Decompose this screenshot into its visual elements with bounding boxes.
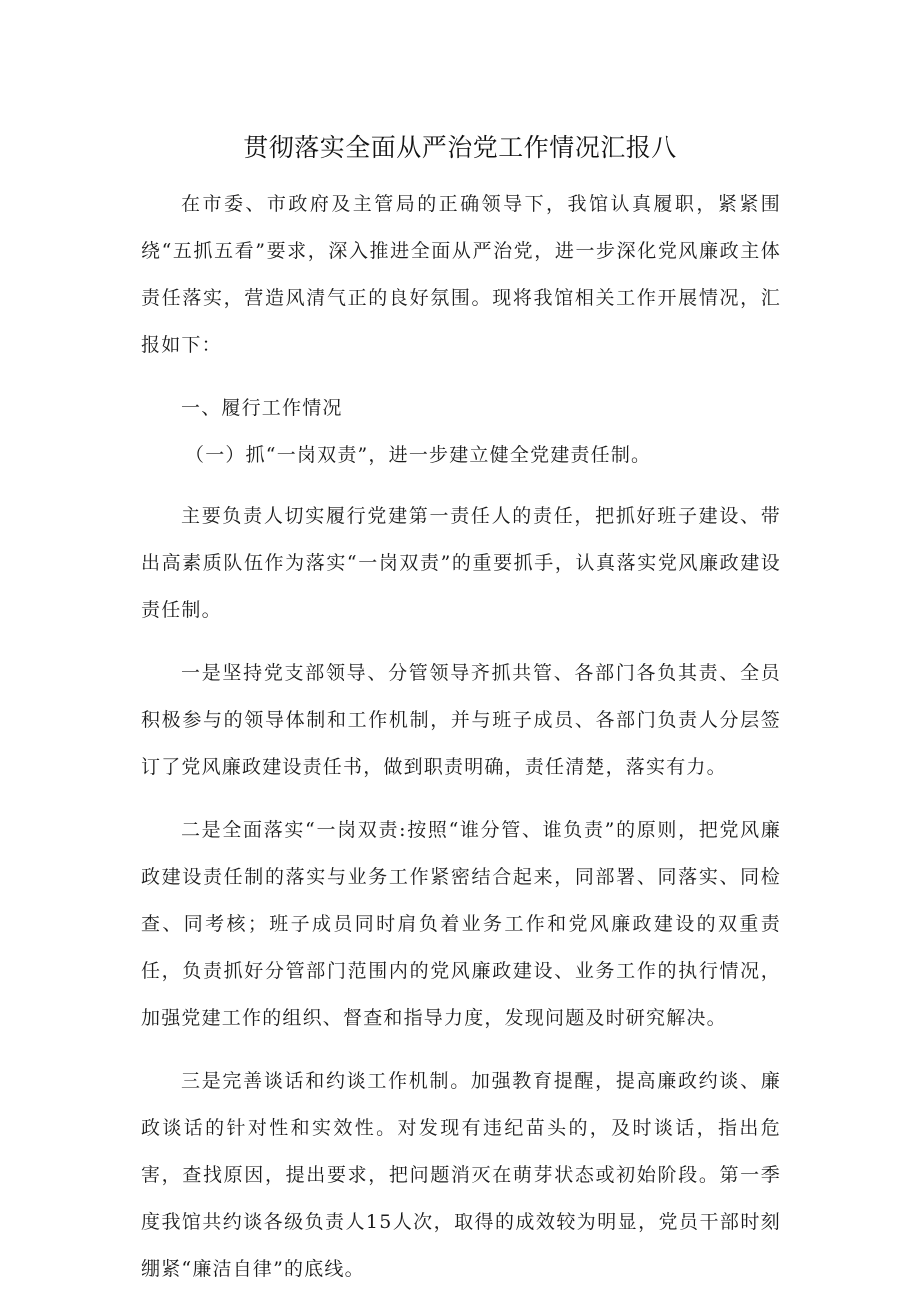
subsection-heading: （一）抓“一岗双责”，进一步建立健全党建责任制。: [185, 444, 652, 466]
body-paragraph: 二是全面落实“一岗双责:按照“谁分管、谁负责”的原则，把党风廉政建设责任制的落实与业务工作紧密结合起来，同部署、同落实、同检查、同考核；班子成员同时肩负着业务工作和党风廉政建设的双重责任，负责抓好分管部门范围内的党风廉政建设、业务工作的执行情况，加强党建工作的组织、督查和指导力度，发现问题及时研究解决。: [141, 819, 781, 1029]
document-body: [141, 181, 781, 1309]
body-paragraph: 主要负责人切实履行党建第一责任人的责任，把抓好班子建设、带出高素质队伍作为落实“一岗双责”的重要抓手，认真落实党风廉政建设责任制。: [141, 505, 781, 621]
section-heading: 一、履行工作情况: [181, 397, 343, 419]
body-paragraph: 一是坚持党支部领导、分管领导齐抓共管、各部门各负其责、全员积极参与的领导体制和工作机制，并与班子成员、各部门负责人分层签订了党风廉政建设责任书，做到职责明确，责任清楚，落实有力。: [141, 662, 781, 778]
body-paragraph: 三是完善谈话和约谈工作机制。加强教育提醒，提高廉政约谈、廉政谈话的针对性和实效性。对发现有违纪苗头的，及时谈话，指出危害，查找原因，提出要求，把问题消灭在萌芽状态或初始阶段。第一季度我馆共约谈各级负责人15人次，取得的成效较为明显，党员干部时刻绷紧“廉洁自律”的底线。: [141, 1070, 781, 1280]
document-title: 贯彻落实全面从严治党工作情况汇报八: [243, 133, 677, 162]
intro-paragraph: 在市委、市政府及主管局的正确领导下，我馆认真履职，紧紧围绕“五抓五看”要求，深入推进全面从严治党，进一步深化党风廉政主体责任落实，营造风清气正的良好氛围。现将我馆相关工作开展情况，汇报如下：: [141, 193, 781, 356]
